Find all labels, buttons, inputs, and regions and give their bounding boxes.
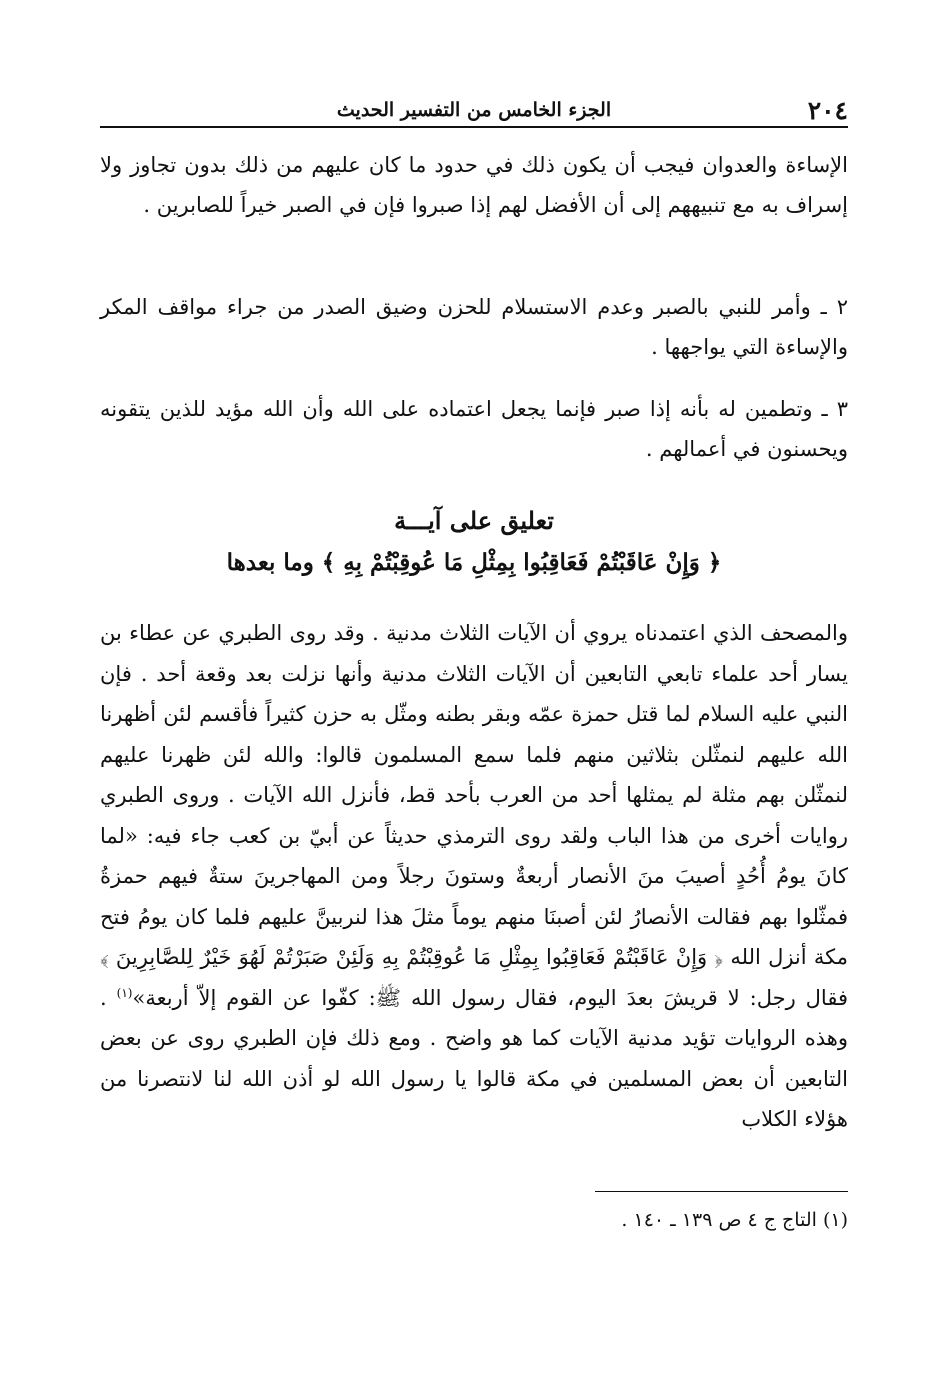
book-title: الجزء الخامس من التفسير الحديث	[336, 99, 612, 121]
running-header	[100, 92, 848, 128]
body-text-part-1: والمصحف الذي اعتمدناه يروي أن الآيات الثلاث مدنية . وقد روى الطبري عن عطاء بن يسار أحد علماء تابعي التابعين أن الآيات الثلاث مدنية وأنها نزلت بعد وقعة أحد . فإن النبي عليه السلام لما قتل حمزة عمّه وبقر بطنه ومثّل به حزن كثيراً فأقسم لئن أظهرنا الله عليهم لنمثّلن بثلاثين منهم فلما سمع المسلمون قالوا: والله لئن ظهرنا عليهم لنمثّلن بهم مثلة لم يمثلها أحد من العرب بأحد قط، فأنزل الله الآيات . وروى الطبري روايات أخرى من هذا الباب ولقد روى الترمذي حديثاً عن أبيّ بن كعب جاء فيه: «لما كانَ يومُ أُحُدٍ أصيبَ منَ الأنصار أربعةٌ وستونَ رجلاً ومن المهاجرينَ ستةٌ فيهم حمزةُ فمثّلوا بهم فقالت الأنصارُ لئن أصبنَا منهم يوماً مثلَ هذا لنربينَّ عليهم فلما كان يومُ فتح مكة أنزل الله ﴿ وَإِنْ عَاقَبْتُمْ فَعَاقِبُوا بِمِثْلِ مَا عُوقِبْتُمْ بِهِ وَلَئِنْ صَبَرْتُمْ لَهُوَ خَيْرٌ لِلصَّابِرِينَ ﴾ فقال رجل: لا قريشَ بعدَ اليوم، فقال رسول الله ﷺ: كفّوا عن القوم إلاّ أربعة»	[100, 621, 848, 1010]
body-text-part-2: . وهذه الروايات تؤيد مدنية الآيات كما هو واضح . ومع ذلك فإن الطبري روى عن بعض التابعين أن بعض المسلمين في مكة قالوا يا رسول الله لو أذن الله لنا لانتصرنا من هؤلاء الكلاب	[100, 985, 848, 1131]
section-subtitle-verse: ﴿ وَإِنْ عَاقَبْتُمْ فَعَاقِبُوا بِمِثْلِ مَا عُوقِبْتُمْ بِهِ ﴾ وما بعدها	[226, 549, 722, 576]
section-title: تعليق على آيـــة	[394, 506, 554, 535]
body-paragraph	[100, 613, 848, 1140]
footnote-reference: (١)	[116, 985, 133, 1000]
footnote: (١) التاج ج ٤ ص ١٣٩ ـ ١٤٠ .	[621, 1209, 848, 1231]
footnote-divider	[595, 1191, 848, 1192]
page-number: ٢٠٤	[807, 96, 848, 125]
paragraph-continuation: الإساءة والعدوان فيجب أن يكون ذلك في حدود ما كان عليهم من ذلك بدون تجاوز ولا إسراف به مع تنبيههم إلى أن الأفضل لهم إذا صبروا فإن في الصبر خيراً للصابرين .	[100, 153, 848, 217]
paragraph-point-3: ٣ ـ وتطمين له بأنه إذا صبر فإنما يجعل اعتماده على الله وأن الله مؤيد للذين يتقونه ويحسنون في أعمالهم .	[100, 397, 848, 461]
paragraph-point-2: ٢ ـ وأمر للنبي بالصبر وعدم الاستسلام للحزن وضيق الصدر من جراء مواقف المكر والإساءة التي يواجهها .	[100, 295, 848, 359]
